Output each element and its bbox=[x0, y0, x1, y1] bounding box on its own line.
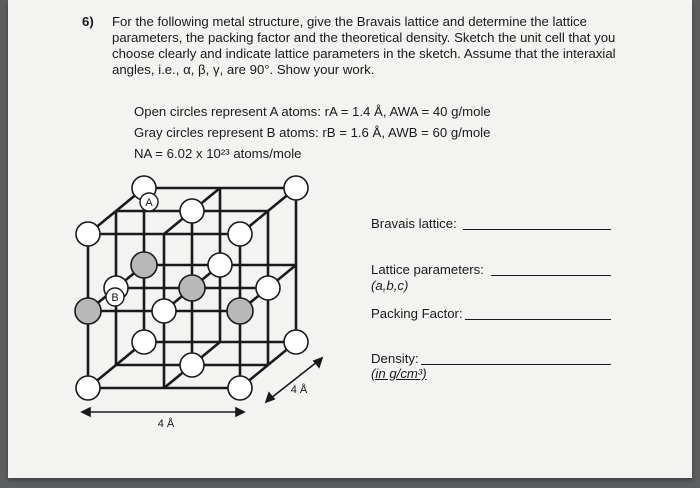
bravais-lattice-answer-line[interactable] bbox=[463, 229, 611, 230]
given-atom-b: Gray circles represent B atoms: rB = 1.6 Å, AWB = 60 g/mole bbox=[134, 125, 491, 140]
open-atom-a bbox=[132, 330, 156, 354]
lattice-parameters-answer-line[interactable] bbox=[491, 275, 611, 276]
depth-arrowhead-front bbox=[266, 393, 274, 402]
dimension-width-label: 4 Å bbox=[157, 418, 175, 430]
atom-b-label: B bbox=[111, 292, 119, 304]
gray-atom-b bbox=[131, 252, 157, 278]
open-atom-a bbox=[284, 176, 308, 200]
open-atom-a bbox=[152, 299, 176, 323]
gray-atom-b bbox=[227, 298, 253, 324]
open-atom-a bbox=[180, 199, 204, 223]
depth-arrowhead-back bbox=[314, 358, 322, 367]
density-unit-hint: (in g/cm³) bbox=[371, 366, 427, 381]
lattice-parameters-label: Lattice parameters: bbox=[371, 262, 484, 277]
density-answer-line[interactable] bbox=[421, 364, 611, 365]
atom-a-label: A bbox=[145, 197, 153, 209]
given-atom-a: Open circles represent A atoms: rA = 1.4 Å, AWA = 40 g/mole bbox=[134, 104, 491, 119]
width-arrowhead-right bbox=[236, 408, 244, 416]
open-atom-a bbox=[228, 376, 252, 400]
packing-factor-label: Packing Factor: bbox=[371, 306, 463, 321]
question-number: 6) bbox=[82, 14, 94, 29]
question-text: For the following metal structure, give the Bravais lattice and determine the lattice parameters, the packing factor and the theoretical density. Sketch the unit cell that you choose clearly and indicate lattice parameters in the sketch. Assume that the interaxial angles, i.e., α, β, γ, are 90°. Show your work. bbox=[112, 14, 616, 77]
open-atom-a bbox=[76, 376, 100, 400]
dimension-depth-label: 4 Å bbox=[290, 384, 308, 396]
gray-atom-b bbox=[75, 298, 101, 324]
width-arrowhead-left bbox=[82, 408, 90, 416]
open-atom-a bbox=[256, 276, 280, 300]
open-atom-a bbox=[180, 353, 204, 377]
density-label: Density: bbox=[371, 351, 419, 366]
bravais-lattice-label: Bravais lattice: bbox=[371, 216, 457, 231]
lattice-parameters-hint: (a,b,c) bbox=[371, 278, 409, 293]
open-atom-a bbox=[76, 222, 100, 246]
open-atom-a bbox=[228, 222, 252, 246]
open-atom-a bbox=[284, 330, 308, 354]
given-avogadro: NA = 6.02 x 10²³ atoms/mole bbox=[134, 146, 302, 161]
open-atom-a bbox=[208, 253, 232, 277]
gray-atom-b bbox=[179, 275, 205, 301]
crystal-structure-diagram bbox=[8, 0, 692, 478]
worksheet-page bbox=[8, 0, 692, 478]
packing-factor-answer-line[interactable] bbox=[465, 319, 611, 320]
